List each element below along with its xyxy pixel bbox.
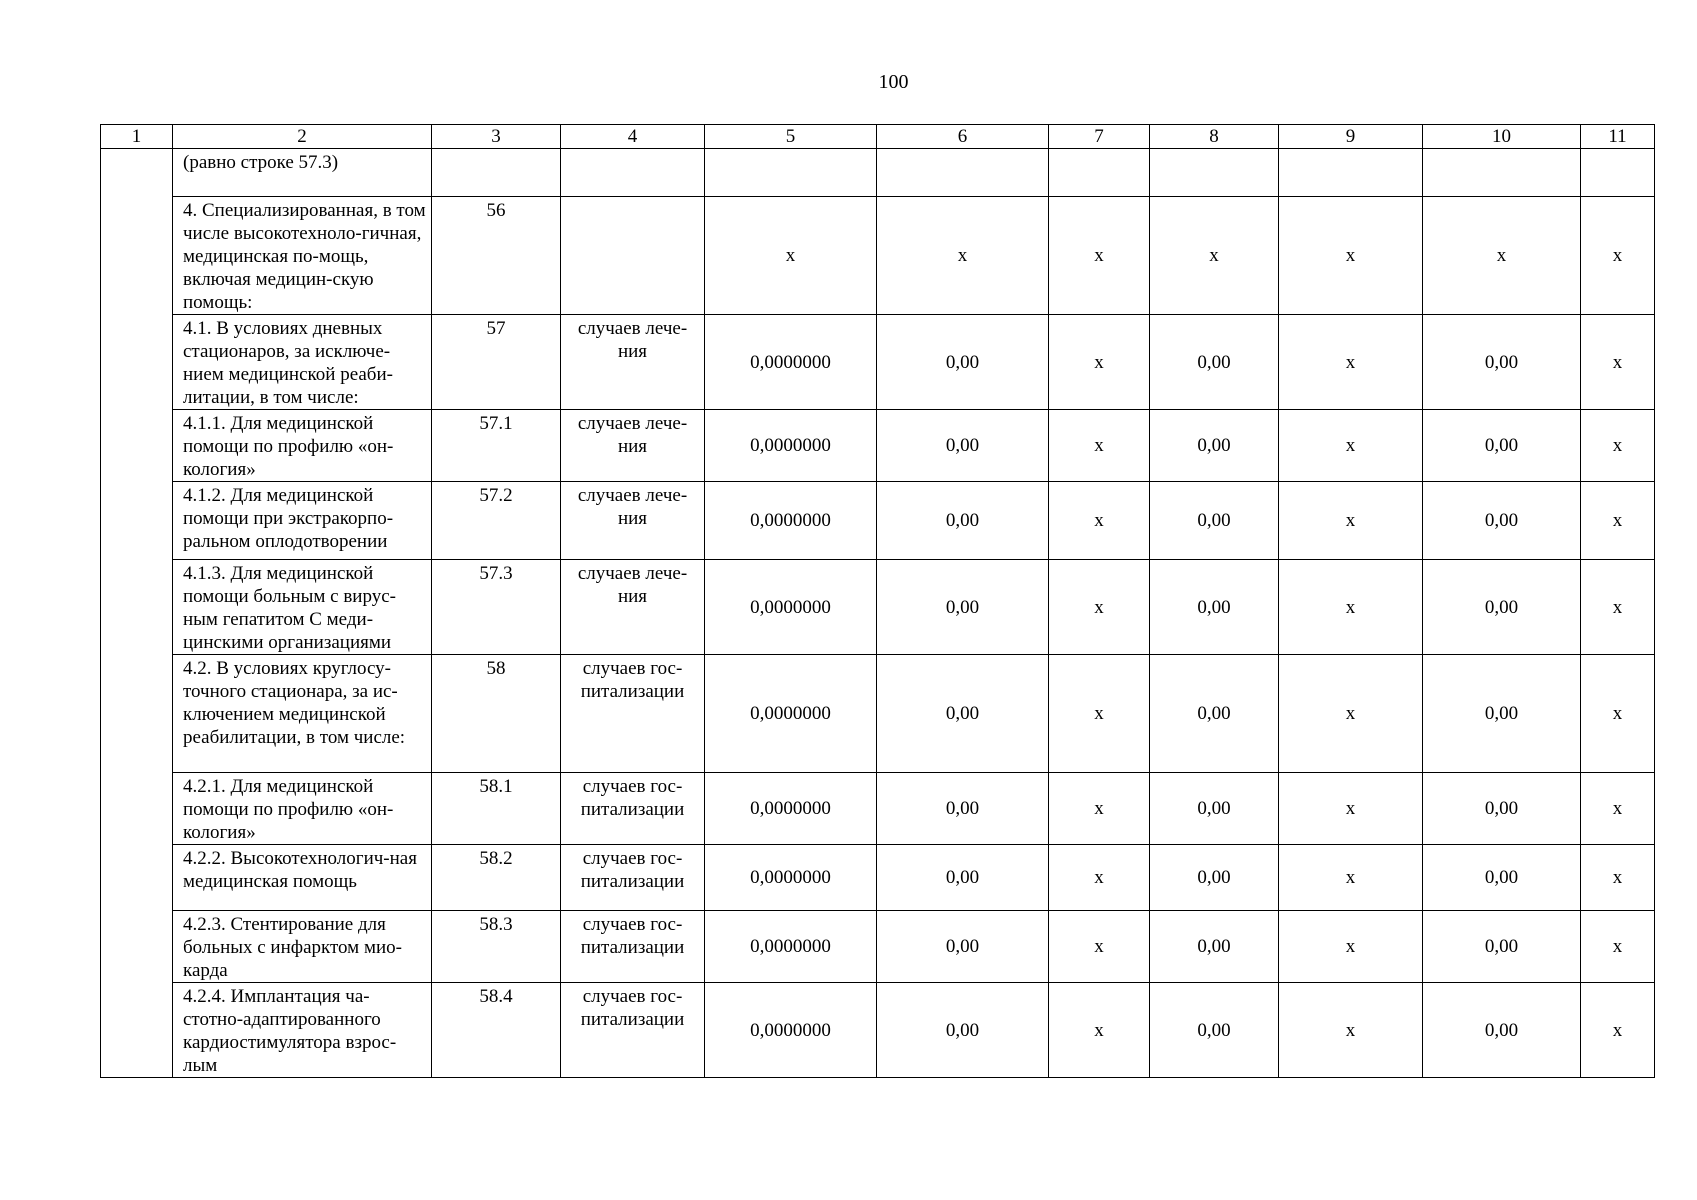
cell-col6	[877, 149, 1049, 197]
cell-col5: 0,0000000	[705, 482, 877, 560]
column-header-1: 1	[101, 125, 173, 149]
table-row	[101, 983, 1655, 1078]
cell-col8: 0,00	[1150, 655, 1279, 773]
row-unit: случаев лече-ния	[561, 560, 705, 655]
column-header-2: 2	[173, 125, 432, 149]
cell-col11: х	[1581, 197, 1655, 315]
table-row	[101, 560, 1655, 655]
row-description: 4.2.2. Высокотехнологич-ная медицинская помощь	[173, 845, 432, 911]
table-row	[101, 655, 1655, 773]
row-code: 56	[432, 197, 561, 315]
cell-col10: 0,00	[1423, 911, 1581, 983]
cell-col6: 0,00	[877, 560, 1049, 655]
cell-col11: х	[1581, 773, 1655, 845]
cell-col8: 0,00	[1150, 773, 1279, 845]
cell-col6: 0,00	[877, 410, 1049, 482]
cell-col6: х	[877, 197, 1049, 315]
row-description: 4.1.2. Для медицинской помощи при экстракорпо-ральном оплодотворении	[173, 482, 432, 560]
cell-col11: х	[1581, 482, 1655, 560]
cell-col11: х	[1581, 560, 1655, 655]
row-description: 4.2.3. Стентирование для больных с инфарктом мио-карда	[173, 911, 432, 983]
cell-col10: 0,00	[1423, 845, 1581, 911]
cell-col10: 0,00	[1423, 482, 1581, 560]
cell-col7: х	[1049, 773, 1150, 845]
cell-col10: 0,00	[1423, 315, 1581, 410]
cell-col8: х	[1150, 197, 1279, 315]
cell-col8: 0,00	[1150, 410, 1279, 482]
cell-col9	[1279, 149, 1423, 197]
cell-col9: х	[1279, 482, 1423, 560]
row-description: 4.1.3. Для медицинской помощи больным с вирус-ным гепатитом С меди-цинскими организациями	[173, 560, 432, 655]
cell-col9: х	[1279, 410, 1423, 482]
cell-col7	[1049, 149, 1150, 197]
row-unit: случаев лече-ния	[561, 482, 705, 560]
row-description: 4. Специализированная, в том числе высокотехноло-гичная, медицинская по-мощь, включая медицин-скую помощь:	[173, 197, 432, 315]
row-description: 4.1.1. Для медицинской помощи по профилю «он-кология»	[173, 410, 432, 482]
row-unit	[561, 149, 705, 197]
row-code: 58	[432, 655, 561, 773]
cell-col11: х	[1581, 655, 1655, 773]
cell-col9: х	[1279, 773, 1423, 845]
cell-col6: 0,00	[877, 983, 1049, 1078]
table-row	[101, 911, 1655, 983]
cell-col7: х	[1049, 315, 1150, 410]
row-group-cell	[101, 149, 173, 1078]
table-row	[101, 845, 1655, 911]
cell-col10: 0,00	[1423, 983, 1581, 1078]
cell-col9: х	[1279, 197, 1423, 315]
row-unit: случаев гос-питализации	[561, 655, 705, 773]
cell-col8: 0,00	[1150, 845, 1279, 911]
row-description: 4.1. В условиях дневных стационаров, за исключе-нием медицинской реаби-литации, в том числе:	[173, 315, 432, 410]
cell-col7: х	[1049, 655, 1150, 773]
row-code	[432, 149, 561, 197]
cell-col10	[1423, 149, 1581, 197]
table-row	[101, 197, 1655, 315]
table-row	[101, 773, 1655, 845]
column-header-9: 9	[1279, 125, 1423, 149]
cell-col9: х	[1279, 655, 1423, 773]
cell-col8: 0,00	[1150, 482, 1279, 560]
cell-col10: 0,00	[1423, 560, 1581, 655]
cell-col6: 0,00	[877, 655, 1049, 773]
data-table	[100, 124, 1655, 1078]
cell-col5: х	[705, 197, 877, 315]
column-header-7: 7	[1049, 125, 1150, 149]
cell-col11: х	[1581, 983, 1655, 1078]
cell-col5: 0,0000000	[705, 911, 877, 983]
table-row	[101, 149, 1655, 197]
header-row	[101, 125, 1655, 149]
cell-col6: 0,00	[877, 845, 1049, 911]
column-header-4: 4	[561, 125, 705, 149]
row-unit: случаев гос-питализации	[561, 845, 705, 911]
row-code: 57.3	[432, 560, 561, 655]
row-code: 58.2	[432, 845, 561, 911]
cell-col10: 0,00	[1423, 773, 1581, 845]
cell-col5: 0,0000000	[705, 410, 877, 482]
cell-col11: х	[1581, 315, 1655, 410]
cell-col8: 0,00	[1150, 983, 1279, 1078]
row-description: 4.2.4. Имплантация ча-стотно-адаптированного кардиостимулятора взрос-лым	[173, 983, 432, 1078]
cell-col7: х	[1049, 197, 1150, 315]
cell-col11: х	[1581, 911, 1655, 983]
cell-col7: х	[1049, 560, 1150, 655]
row-code: 58.4	[432, 983, 561, 1078]
cell-col7: х	[1049, 983, 1150, 1078]
cell-col9: х	[1279, 560, 1423, 655]
row-unit: случаев гос-питализации	[561, 773, 705, 845]
cell-col7: х	[1049, 482, 1150, 560]
page-number: 100	[878, 71, 909, 93]
row-unit: случаев лече-ния	[561, 410, 705, 482]
cell-col11: х	[1581, 410, 1655, 482]
cell-col5: 0,0000000	[705, 655, 877, 773]
cell-col8	[1150, 149, 1279, 197]
cell-col8: 0,00	[1150, 315, 1279, 410]
column-header-5: 5	[705, 125, 877, 149]
cell-col10: х	[1423, 197, 1581, 315]
cell-col6: 0,00	[877, 911, 1049, 983]
row-description: (равно строке 57.3)	[173, 149, 432, 197]
cell-col7: х	[1049, 845, 1150, 911]
cell-col9: х	[1279, 983, 1423, 1078]
row-code: 58.3	[432, 911, 561, 983]
row-code: 57.2	[432, 482, 561, 560]
row-unit: случаев гос-питализации	[561, 911, 705, 983]
cell-col10: 0,00	[1423, 655, 1581, 773]
table-row	[101, 482, 1655, 560]
column-header-8: 8	[1150, 125, 1279, 149]
column-header-3: 3	[432, 125, 561, 149]
cell-col9: х	[1279, 911, 1423, 983]
cell-col6: 0,00	[877, 773, 1049, 845]
cell-col11: х	[1581, 845, 1655, 911]
cell-col5	[705, 149, 877, 197]
table-row	[101, 410, 1655, 482]
row-description: 4.2. В условиях круглосу-точного стационара, за ис-ключением медицинской реабилитации, в том числе:	[173, 655, 432, 773]
column-header-11: 11	[1581, 125, 1655, 149]
column-header-10: 10	[1423, 125, 1581, 149]
row-description: 4.2.1. Для медицинской помощи по профилю «он-кология»	[173, 773, 432, 845]
column-header-6: 6	[877, 125, 1049, 149]
row-unit: случаев лече-ния	[561, 315, 705, 410]
cell-col5: 0,0000000	[705, 315, 877, 410]
cell-col5: 0,0000000	[705, 983, 877, 1078]
cell-col5: 0,0000000	[705, 845, 877, 911]
cell-col5: 0,0000000	[705, 773, 877, 845]
cell-col8: 0,00	[1150, 560, 1279, 655]
cell-col5: 0,0000000	[705, 560, 877, 655]
row-code: 57.1	[432, 410, 561, 482]
cell-col8: 0,00	[1150, 911, 1279, 983]
cell-col7: х	[1049, 911, 1150, 983]
cell-col6: 0,00	[877, 315, 1049, 410]
cell-col9: х	[1279, 845, 1423, 911]
row-unit	[561, 197, 705, 315]
table-row	[101, 315, 1655, 410]
cell-col10: 0,00	[1423, 410, 1581, 482]
cell-col11	[1581, 149, 1655, 197]
row-unit: случаев гос-питализации	[561, 983, 705, 1078]
row-code: 57	[432, 315, 561, 410]
cell-col6: 0,00	[877, 482, 1049, 560]
cell-col9: х	[1279, 315, 1423, 410]
row-code: 58.1	[432, 773, 561, 845]
cell-col7: х	[1049, 410, 1150, 482]
